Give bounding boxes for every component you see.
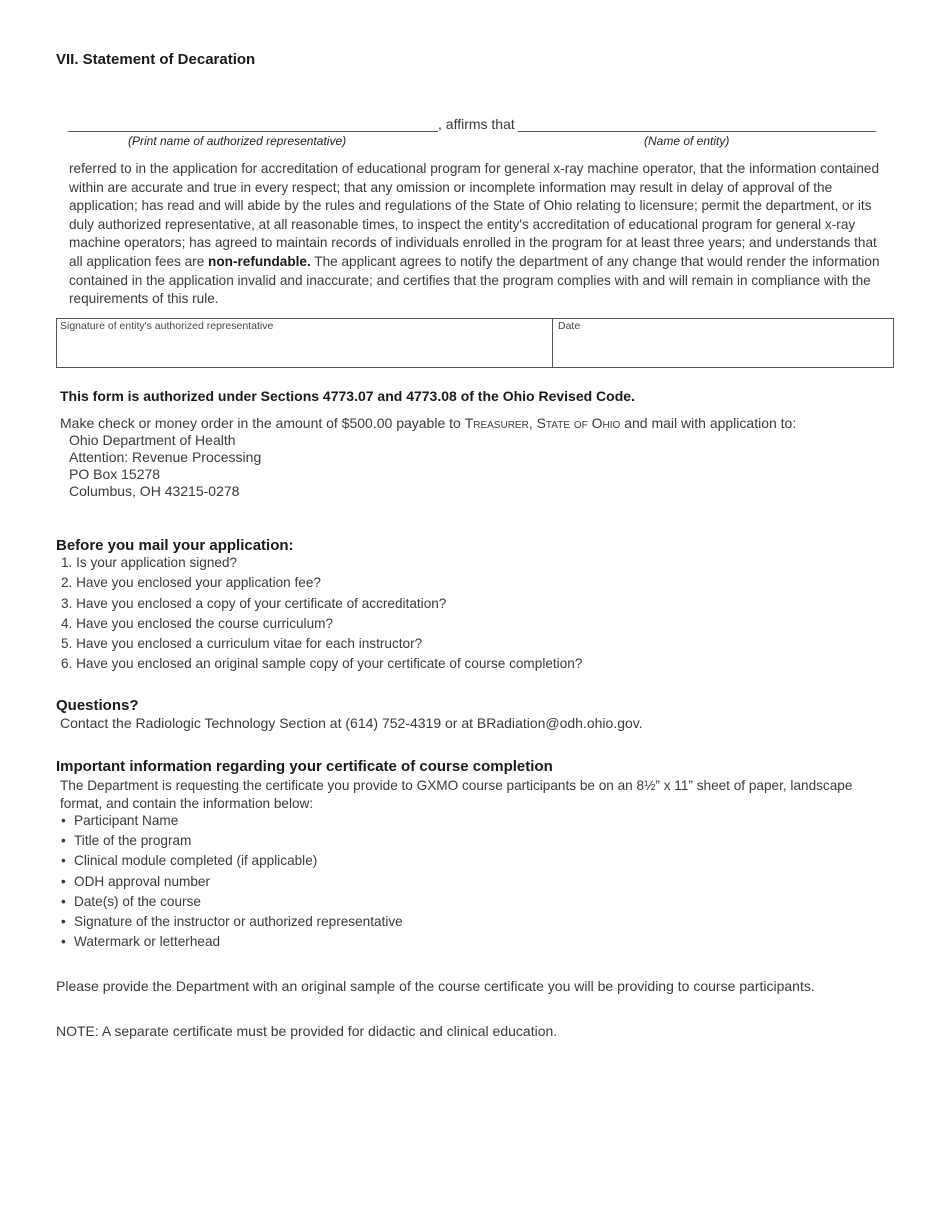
checklist-title: Before you mail your application: <box>56 537 294 554</box>
payment-suffix: and mail with application to: <box>620 415 797 431</box>
authorization-statement: This form is authorized under Sections 4773.07 and 4773.08 of the Ohio Revised Code. <box>60 388 635 404</box>
list-item <box>61 893 403 913</box>
important-text: The Department is requesting the certificate you provide to GXMO course participants be on an 8½” x 11” sheet of paper, landscape format, and contain the information below: <box>60 778 853 811</box>
payee-separator: , <box>528 415 537 431</box>
list-item-text: Date(s) of the course <box>74 893 201 909</box>
declaration-paragraph <box>69 160 881 309</box>
list-item <box>61 913 403 933</box>
representative-name-line[interactable] <box>68 131 438 132</box>
address-line: Attention: Revenue Processing <box>69 449 262 465</box>
list-item <box>61 933 403 953</box>
bullet: • <box>61 934 66 950</box>
questions-contact: Contact the Radiologic Technology Section at (614) 752-4319 or at BRadiation@odh.ohio.gov. <box>60 715 643 731</box>
affirms-text: , affirms that <box>438 116 515 132</box>
mailing-address <box>69 432 261 500</box>
list-item <box>61 852 403 872</box>
payee-treasurer: Treasurer <box>464 415 529 431</box>
bullet: • <box>61 893 66 909</box>
important-title: Important information regarding your certificate of course completion <box>56 758 553 775</box>
list-item-text: Title of the program <box>74 833 192 849</box>
bullet: • <box>61 853 66 869</box>
checklist-item: 6. Have you enclosed an original sample copy of your certificate of course completion? <box>61 656 583 672</box>
list-item-text: Clinical module completed (if applicable) <box>74 853 318 869</box>
address-line: Ohio Department of Health <box>69 432 236 448</box>
entity-caption: (Name of entity) <box>644 134 730 148</box>
payment-prefix: Make check or money order in the amount of $500.00 payable to <box>60 415 465 431</box>
list-item-text: Signature of the instructor or authorized representative <box>74 913 403 929</box>
list-item <box>61 832 403 852</box>
checklist-item: 1. Is your application signed? <box>61 555 238 570</box>
date-label: Date <box>558 320 581 332</box>
address-line: Columbus, OH 43215-0278 <box>69 483 240 499</box>
certificate-requirements-list <box>61 812 403 953</box>
bullet: • <box>61 913 66 929</box>
bullet: • <box>61 813 66 828</box>
declaration-text-2: The applicant agrees to notify the department of any change that would render the information contained in the application invalid and inaccurate; and certifies that the program complies with and will remain in compliance with the requirements of this rule. <box>69 253 880 307</box>
payee-state: State of Ohio <box>536 415 621 431</box>
list-item <box>61 812 403 832</box>
list-item-text: ODH approval number <box>74 873 210 889</box>
list-item-text: Watermark or letterhead <box>74 934 221 950</box>
questions-title: Questions? <box>56 697 139 714</box>
checklist-item: 4. Have you enclosed the course curriculum? <box>61 615 334 631</box>
checklist-item: 5. Have you enclosed a curriculum vitae for each instructor? <box>61 636 423 652</box>
bullet: • <box>61 873 66 889</box>
declaration-text-1: referred to in the application for accreditation of educational program for general x-ray machine operator, that the information contained within are accurate and true in every respect; that any omission or incomplete information may result in delay of approval of the application; has read and will abide by the rules and regulations of the State of Ohio relating to licensure; permit the department, or its duly authorized representative, at all reasonable times, to inspect the entity's accreditation of educational program for general x-ray machine operators; has agreed to maintain records of individuals enrolled in the program for at least three years; and understands that all application fees are <box>69 161 880 269</box>
checklist-item: 3. Have you enclosed a copy of your certificate of accreditation? <box>61 595 447 611</box>
sample-request-text: Please provide the Department with an original sample of the course certificate you will be providing to course participants. <box>56 978 815 994</box>
representative-caption: (Print name of authorized representative) <box>128 134 347 148</box>
list-item <box>61 873 403 893</box>
signature-field[interactable] <box>57 319 553 367</box>
address-line: PO Box 15278 <box>69 466 161 482</box>
list-item-text: Participant Name <box>74 813 179 828</box>
section-title: VII. Statement of Decaration <box>56 51 256 68</box>
affirmation-row <box>68 115 876 133</box>
signature-label: Signature of entity's authorized representative <box>60 320 274 332</box>
non-refundable-text: non-refundable. <box>208 253 311 269</box>
entity-name-line[interactable] <box>518 131 876 132</box>
checklist <box>61 554 582 676</box>
note-text: NOTE: A separate certificate must be provided for didactic and clinical education. <box>56 1023 558 1039</box>
checklist-item: 2. Have you enclosed your application fee? <box>61 575 321 591</box>
date-field[interactable] <box>553 319 893 367</box>
signature-box <box>56 318 894 368</box>
bullet: • <box>61 833 66 849</box>
payment-instructions <box>60 415 796 431</box>
